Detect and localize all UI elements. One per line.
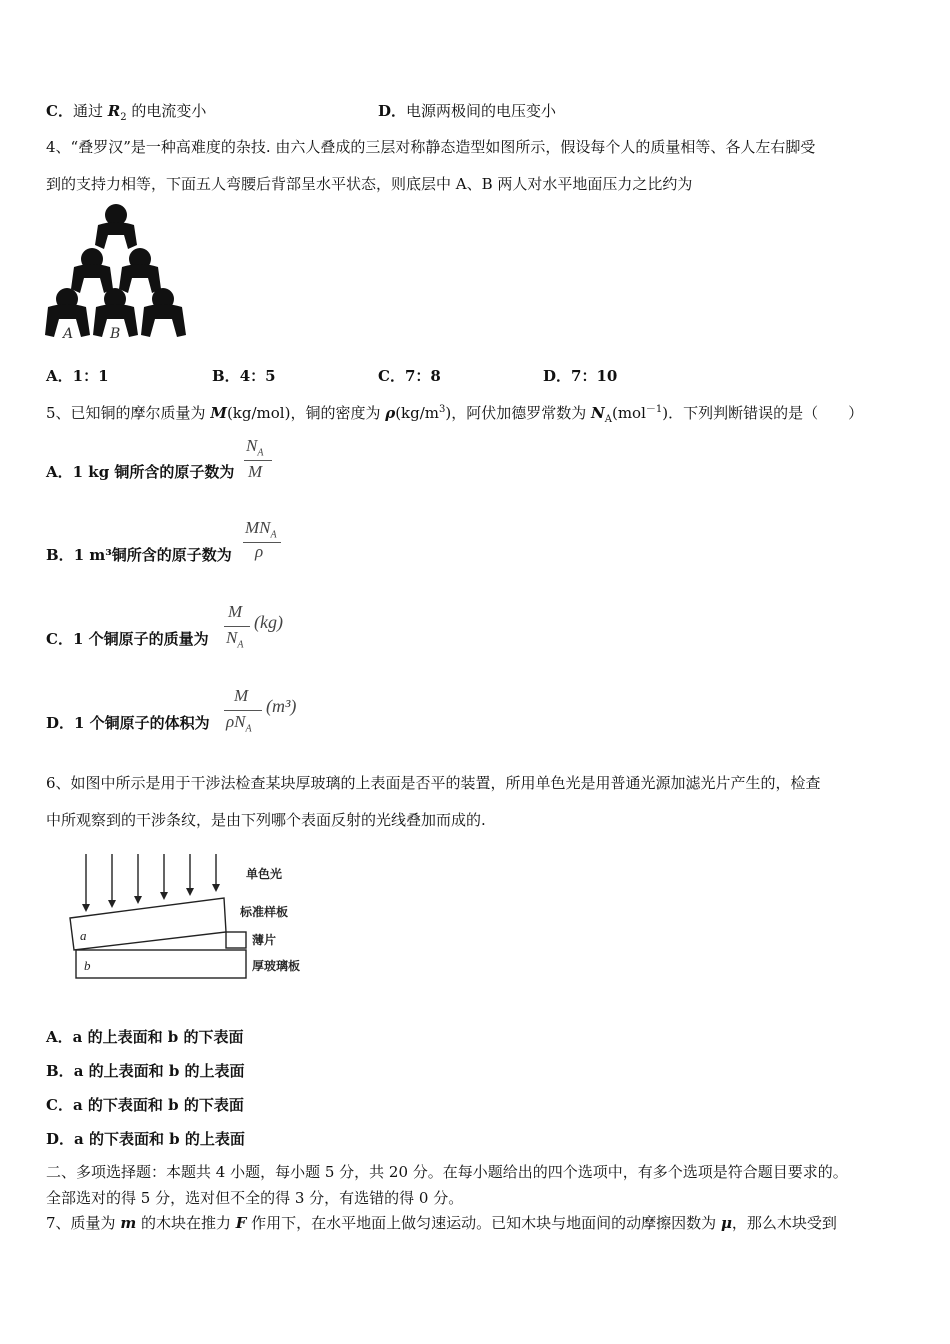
interference-apparatus-figure bbox=[66, 848, 306, 983]
fraction-m-over-na-kg: M $N_A$ (kg) bbox=[226, 602, 283, 651]
q6-option-b: B．a 的上表面和 b 的上表面 bbox=[46, 1062, 245, 1080]
light-rays bbox=[86, 854, 216, 908]
q6-option-d: D．a 的下表面和 b 的上表面 bbox=[46, 1130, 245, 1148]
q6-option-c: C．a 的下表面和 b 的下表面 bbox=[46, 1096, 244, 1114]
q4-option-d: D．7：10 bbox=[543, 367, 618, 385]
q4-option-a: A．1：1 bbox=[46, 367, 109, 385]
acrobat-bottom-c bbox=[141, 288, 186, 337]
q4-option-b: B．4：5 bbox=[212, 367, 276, 385]
q6-stem-line2: 中所观察到的干涉条纹，是由下列哪个表面反射的光线叠加而成的. bbox=[46, 811, 486, 829]
acrobat-top bbox=[95, 204, 137, 249]
label-light: 单色光 bbox=[246, 867, 283, 881]
human-pyramid-figure bbox=[44, 203, 189, 343]
shim bbox=[226, 932, 246, 948]
label-standard-plate: 标准样板 bbox=[240, 905, 289, 919]
acrobat-middle-left bbox=[71, 248, 113, 293]
q5-option-b: B．1 m³铜所含的原子数为 bbox=[46, 546, 232, 564]
label-b: b bbox=[84, 958, 91, 973]
label-thick-glass: 厚玻璃板 bbox=[252, 959, 301, 973]
standard-plate bbox=[70, 898, 226, 950]
label-shim: 薄片 bbox=[252, 933, 277, 947]
q4-stem-line2: 到的支持力相等，下面五人弯腰后背部呈水平状态，则底层中 A、B 两人对水平地面压力之比约为 bbox=[46, 175, 693, 193]
q6-stem-line1: 6、如图中所示是用于干涉法检查某块厚玻璃的上表面是否平的装置，所用单色光是用普通光源加滤光片产生的，检查 bbox=[46, 774, 821, 792]
fraction-na-over-m: $N_A$ M bbox=[244, 436, 284, 486]
q5-option-d: D．1 个铜原子的体积为 bbox=[46, 714, 210, 732]
section2-header-line1: 二、多项选择题：本题共 4 小题，每小题 5 分，共 20 分。在每小题给出的四个选项中，有多个选项是符合题目要求的。 bbox=[46, 1163, 848, 1181]
q4-stem-line1: 4、“叠罗汉”是一种高难度的杂技. 由六人叠成的三层对称静态造型如图所示，假设每个人的质量相等、各人左右脚受 bbox=[46, 138, 816, 156]
q3-option-c: C．通过 $R_2$ 的电流变小 bbox=[46, 102, 207, 123]
q6-option-a: A．a 的上表面和 b 的下表面 bbox=[46, 1028, 244, 1046]
option-label: C． bbox=[46, 102, 73, 120]
q7-stem: 7、质量为 m 的木块在推力 F 作用下，在水平地面上做匀速运动。已知木块与地面间的动摩擦因数为 μ，那么木块受到 bbox=[46, 1214, 837, 1232]
acrobat-middle-right bbox=[119, 248, 161, 293]
section2-header-line2: 全部选对的得 5 分，选对但不全的得 3 分，有选错的得 0 分。 bbox=[46, 1189, 464, 1207]
figure-label-b: B bbox=[110, 326, 121, 342]
label-a: a bbox=[80, 928, 87, 943]
figure-label-a: A bbox=[63, 326, 74, 342]
q3-option-d: D．电源两极间的电压变小 bbox=[378, 102, 557, 120]
q5-option-a: A．1 kg 铜所含的原子数为 bbox=[46, 463, 235, 481]
q5-stem: 5、已知铜的摩尔质量为 M(kg/mol)，铜的密度为 $\rho(kg/m^3)$，阿伏加德罗常数为 $N_A(mol^{-1})$．下列判断错误的是（ ） bbox=[46, 404, 864, 425]
q4-option-c: C．7：8 bbox=[378, 367, 441, 385]
thick-glass-plate bbox=[76, 950, 246, 978]
q5-option-c: C．1 个铜原子的质量为 bbox=[46, 630, 209, 648]
fraction-mna-over-rho: $MN_A$ ρ bbox=[243, 518, 291, 568]
fraction-m-over-rho-na-m3: M $\rho N_A$ (m³) bbox=[226, 686, 297, 735]
option-label: D． bbox=[378, 102, 407, 120]
